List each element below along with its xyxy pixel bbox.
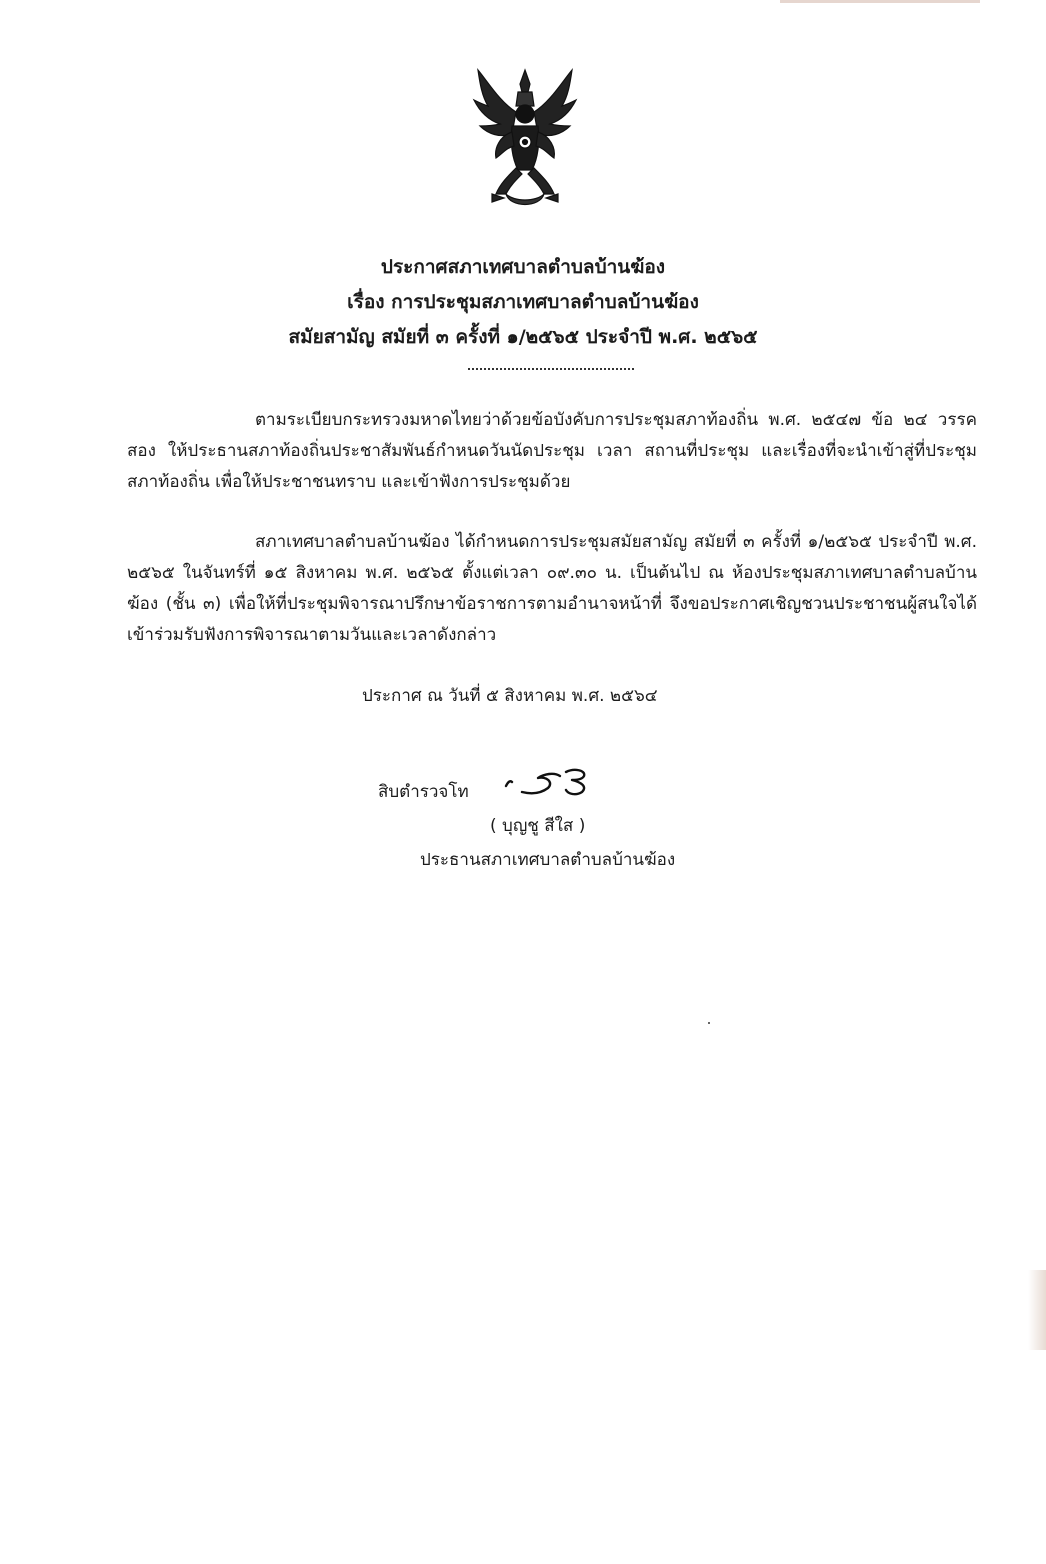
announcement-subject: เรื่อง การประชุมสภาเทศบาลตำบลบ้านฆ้อง: [347, 291, 699, 313]
body-paragraph-1: ตามระเบียบกระทรวงมหาดไทยว่าด้วยข้อบังคับการประชุมสภาท้องถิ่น พ.ศ. ๒๕๔๗ ข้อ ๒๔ วรรคสอง ให้ประธานสภาท้องถิ่นประชาสัมพันธ์กำหนดวันนัดประชุม เวลา สถานที่ประชุม และเรื่องที่จะนำเข้าสู่ที่ประชุมสภาท้องถิ่น เพื่อให้ประชาชนทราบ และเข้าฟังการประชุมด้วย: [127, 410, 977, 492]
signatory-name: ( บุญชู สีใส ): [490, 816, 586, 836]
scan-edge-mark: [780, 0, 980, 3]
announcement-session: สมัยสามัญ สมัยที่ ๓ ครั้งที่ ๑/๒๕๖๕ ประจำปี พ.ศ. ๒๕๖๕: [288, 326, 758, 348]
scan-edge-shadow: [1028, 1270, 1046, 1350]
handwritten-signature: [500, 762, 610, 808]
announcement-title: ประกาศสภาเทศบาลตำบลบ้านฆ้อง: [380, 256, 666, 278]
scan-speck: [708, 1022, 710, 1024]
signatory-rank: สิบตำรวจโท: [378, 782, 469, 802]
dotted-divider: [468, 368, 634, 370]
body-paragraph-2: สภาเทศบาลตำบลบ้านฆ้อง ได้กำหนดการประชุมสมัยสามัญ สมัยที่ ๓ ครั้งที่ ๑/๒๕๖๕ ประจำปี พ.ศ. ๒๕๖๕ ในจันทร์ที่ ๑๕ สิงหาคม พ.ศ. ๒๕๖๕ ตั้งแต่เวลา ๐๙.๓๐ น. เป็นต้นไป ณ ห้องประชุมสภาเทศบาลตำบลบ้านฆ้อง (ชั้น ๓) เพื่อให้ที่ประชุมพิจารณาปรึกษาข้อราชการตามอำนาจหน้าที่ จึงขอประกาศเชิญชวนประชาชนผู้สนใจได้เข้าร่วมรับฟังการพิจารณาตามวันและเวลาดังกล่าว: [127, 532, 977, 645]
signatory-position: ประธานสภาเทศบาลตำบลบ้านฆ้อง: [420, 850, 676, 870]
garuda-emblem-icon: [470, 62, 580, 212]
announce-date: ประกาศ ณ วันที่ ๕ สิงหาคม พ.ศ. ๒๕๖๔: [362, 686, 658, 706]
